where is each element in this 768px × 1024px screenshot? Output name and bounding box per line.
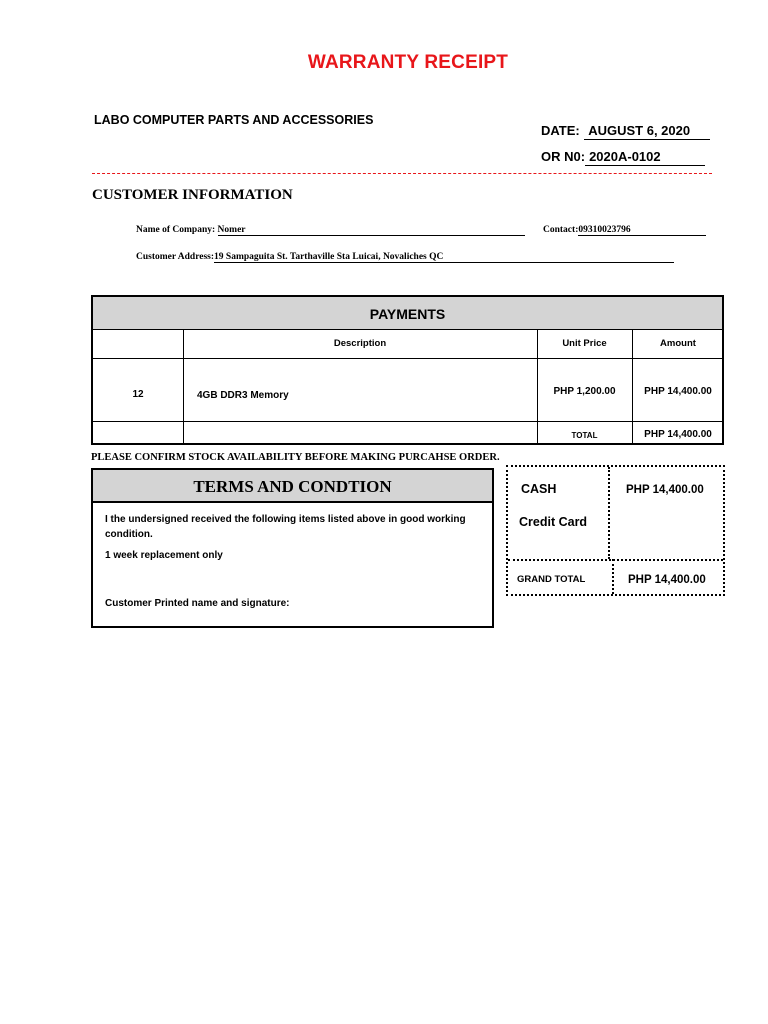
contact-value: 09310023796 <box>578 225 706 236</box>
customer-info-heading: CUSTOMER INFORMATION <box>92 187 293 203</box>
company-field <box>136 225 530 236</box>
column-header-description: Description <box>333 338 387 349</box>
box-rule <box>508 559 723 561</box>
contact-label: Contact: <box>543 225 579 235</box>
column-header-amount: Amount <box>660 338 696 349</box>
credit-card-label: Credit Card <box>519 515 588 529</box>
table-rule <box>93 421 722 422</box>
grand-total-label: GRAND TOTAL <box>517 574 586 585</box>
box-rule <box>612 559 614 594</box>
stock-notice: PLEASE CONFIRM STOCK AVAILABILITY BEFORE MAKING PURCAHSE ORDER. <box>91 452 500 463</box>
payments-heading: PAYMENTS <box>93 297 722 330</box>
column-header-unit-price: Unit Price <box>562 338 607 349</box>
terms-box <box>91 468 494 628</box>
date-value: AUGUST 6, 2020 <box>584 123 710 140</box>
address-value: 19 Sampaguita St. Tarthaville Sta Luicai, Novaliches QC <box>214 252 674 263</box>
grand-total-value: PHP 14,400.00 <box>628 574 706 586</box>
date-label: DATE: <box>541 123 580 138</box>
signature-label: Customer Printed name and signature: <box>105 598 290 609</box>
row-description: 4GB DDR3 Memory <box>197 390 289 401</box>
cash-value: PHP 14,400.00 <box>626 484 704 496</box>
total-label: TOTAL <box>571 431 598 440</box>
or-number-label: OR N0: <box>541 149 586 164</box>
company-field-value: Nomer <box>218 225 525 236</box>
terms-heading: TERMS AND CONDTION <box>93 470 492 503</box>
terms-line: 1 week replacement only <box>105 550 223 561</box>
or-number-value: 2020A-0102 <box>585 149 705 166</box>
company-field-label: Name of Company: <box>136 225 216 235</box>
terms-line: condition. <box>105 529 153 540</box>
contact-field <box>543 225 706 236</box>
row-amount: PHP 14,400.00 <box>644 386 712 397</box>
payments-table <box>91 295 724 445</box>
table-rule <box>93 358 722 359</box>
payment-method-box <box>506 465 725 596</box>
or-number-field <box>541 148 705 166</box>
address-field <box>136 252 674 263</box>
date-field <box>541 122 710 140</box>
terms-line: I the undersigned received the following items listed above in good working <box>105 514 466 525</box>
address-label: Customer Address: <box>136 252 215 262</box>
divider-line <box>92 173 712 174</box>
cash-label: CASH <box>521 482 557 496</box>
total-value: PHP 14,400.00 <box>644 429 712 440</box>
row-unit-price: PHP 1,200.00 <box>553 386 616 397</box>
box-rule <box>608 467 610 559</box>
company-name: LABO COMPUTER PARTS AND ACCESSORIES <box>94 113 374 127</box>
receipt-title: WARRANTY RECEIPT <box>307 52 509 73</box>
row-quantity: 12 <box>132 389 144 400</box>
